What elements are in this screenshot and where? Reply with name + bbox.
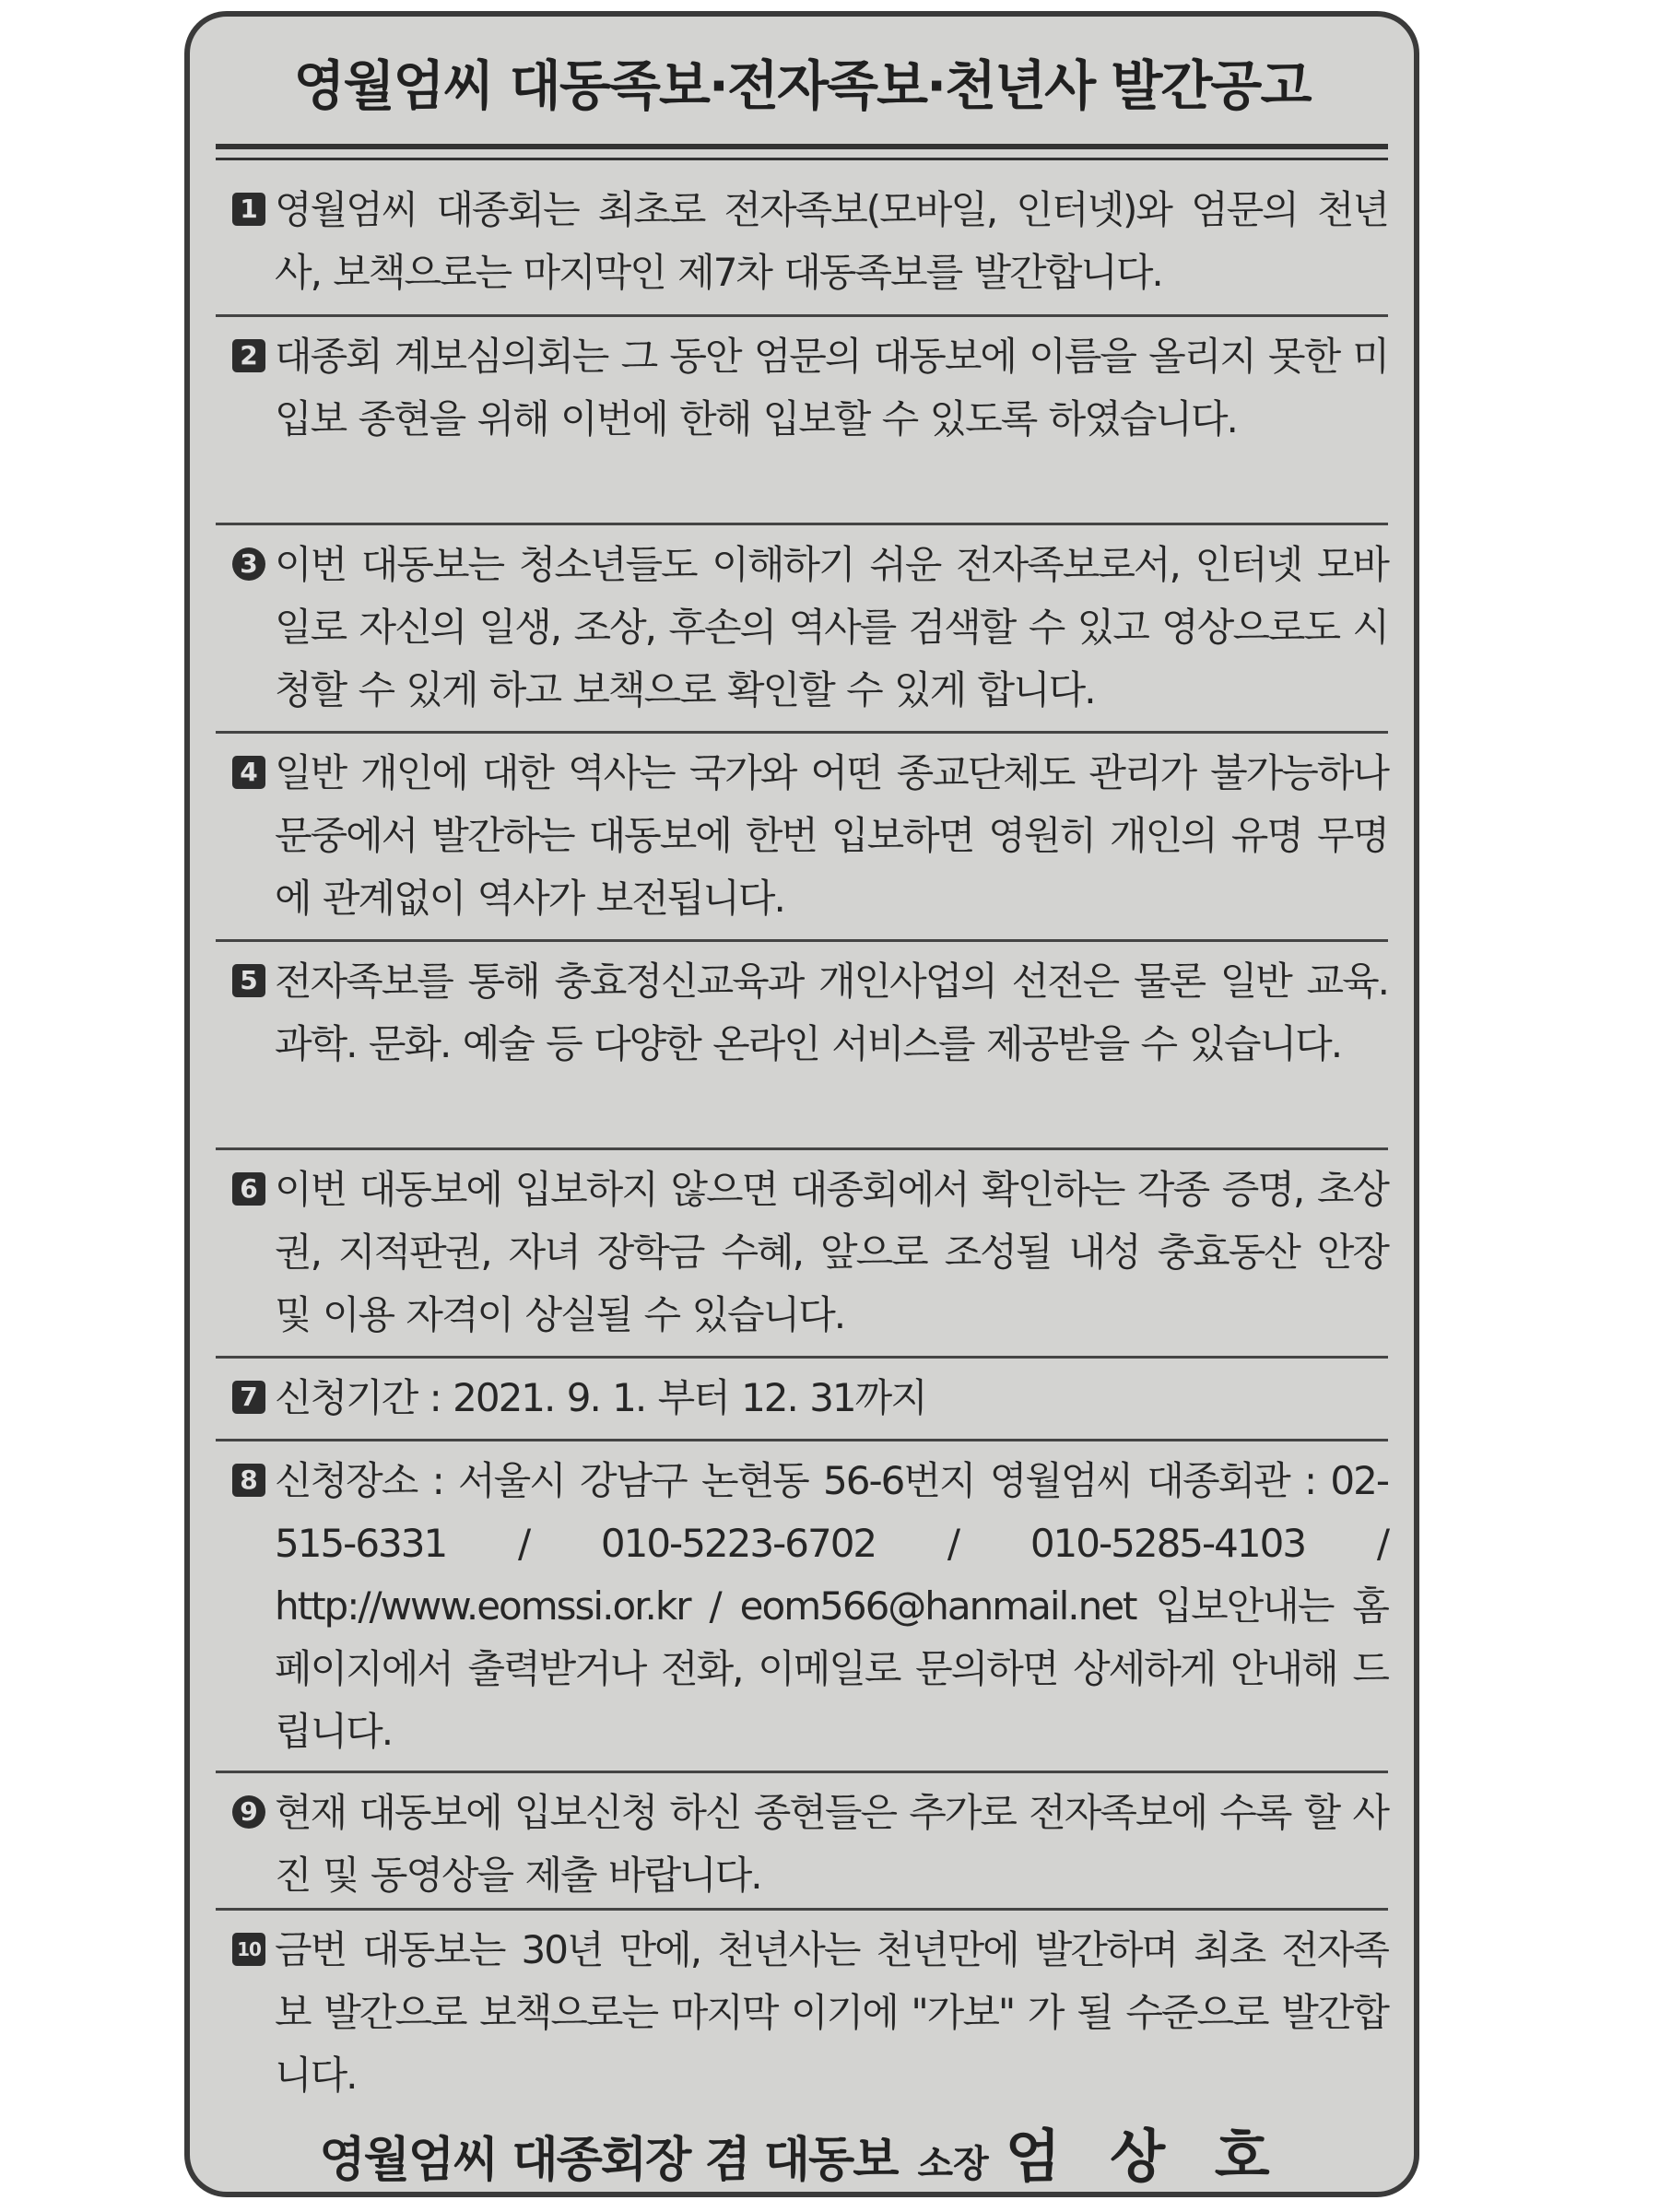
number-badge-2: 2 (232, 339, 265, 372)
number-badge-10: 10 (232, 1933, 265, 1966)
section-divider (216, 1147, 1388, 1150)
section-divider (216, 314, 1388, 317)
signature-organization: 영월엄씨 대종회장 겸 대동보 (319, 2133, 898, 2188)
notice-item-5 (216, 950, 1388, 1076)
item-5-text: 전자족보를 통해 충효정신교육과 개인사업의 선전은 물론 일반 교육. 과학. 문화. 예술 등 다양한 온라인 서비스를 제공받을 수 있습니다. (275, 959, 1388, 1066)
signature-line (227, 2111, 1377, 2190)
signature-name: 엄 상 호 (1005, 2123, 1285, 2190)
notice-item-9 (216, 1782, 1388, 1907)
notice-item-10 (216, 1919, 1388, 2107)
number-badge-5: 5 (232, 964, 265, 997)
notice-item-2 (216, 325, 1388, 451)
number-badge-9: 9 (232, 1795, 265, 1829)
item-2-text: 대종회 계보심의회는 그 동안 엄문의 대동보에 이름을 올리지 못한 미입보 종현을 위해 이번에 한해 입보할 수 있도록 하였습니다. (275, 334, 1388, 441)
item-4-text: 일반 개인에 대한 역사는 국가와 어떤 종교단체도 관리가 불가능하나 문중에서 발간하는 대동보에 한번 입보하면 영원히 개인의 유명 무명에 관계없이 역사가 보전됩니다. (275, 750, 1388, 921)
section-divider (216, 731, 1388, 734)
section-divider (216, 939, 1388, 942)
notice-card (184, 11, 1419, 2197)
section-divider (216, 1356, 1388, 1359)
item-1-text: 영월엄씨 대종회는 최초로 전자족보(모바일, 인터넷)와 엄문의 천년사, 보책으로는 마지막인 제7차 대동족보를 발간합니다. (275, 187, 1388, 295)
notice-item-3 (216, 534, 1388, 722)
signature-title: 소장 (917, 2143, 989, 2185)
item-8-text: 신청장소 : 서울시 강남구 논현동 56-6번지 영월엄씨 대종회관 : 02-515-6331 / 010-5223-6702 / 010-5285-4103 / http://www.eomssi.or.kr / eom566@hanmail.net 입보안내는 홈페이지에서 출력받거나 전화, 이메일로 문의하면 상세하게 안내해 드립니다. (275, 1458, 1388, 1754)
notice-item-8 (216, 1450, 1388, 1763)
section-divider (216, 1771, 1388, 1773)
notice-item-1 (216, 179, 1388, 304)
item-7-text: 신청기간 : 2021. 9. 1. 부터 12. 31까지 (275, 1375, 926, 1420)
number-badge-4: 4 (232, 756, 265, 789)
item-3-text: 이번 대동보는 청소년들도 이해하기 쉬운 전자족보로서, 인터넷 모바일로 자신의 일생, 조상, 후손의 역사를 검색할 수 있고 영상으로도 시청할 수 있게 하고 보책으로 확인할 수 있게 합니다. (275, 542, 1388, 712)
item-6-text: 이번 대동보에 입보하지 않으면 대종회에서 확인하는 각종 증명, 초상권, 지적판권, 자녀 장학금 수혜, 앞으로 조성될 내성 충효동산 안장 및 이용 자격이 상실될 수 있습니다. (275, 1167, 1388, 1337)
item-10-text: 금번 대동보는 30년 만에, 천년사는 천년만에 발간하며 최초 전자족보 발간으로 보책으로는 마지막 이기에 "가보" 가 될 수준으로 발간합니다. (275, 1927, 1388, 2098)
item-9-text: 현재 대동보에 입보신청 하신 종현들은 추가로 전자족보에 수록 할 사진 및 동영상을 제출 바랍니다. (275, 1790, 1388, 1898)
section-divider (216, 1439, 1388, 1441)
title-double-rule (216, 144, 1388, 160)
number-badge-7: 7 (232, 1381, 265, 1414)
section-divider (216, 1908, 1388, 1911)
notice-item-4 (216, 742, 1388, 930)
number-badge-1: 1 (232, 193, 265, 226)
number-badge-8: 8 (232, 1464, 265, 1497)
notice-item-7 (216, 1367, 1388, 1430)
section-divider (216, 523, 1388, 525)
notice-title: 영월엄씨 대동족보·전자족보·천년사 발간공고 (293, 54, 1311, 117)
notice-item-6 (216, 1159, 1388, 1347)
number-badge-3: 3 (232, 547, 265, 581)
number-badge-6: 6 (232, 1172, 265, 1206)
